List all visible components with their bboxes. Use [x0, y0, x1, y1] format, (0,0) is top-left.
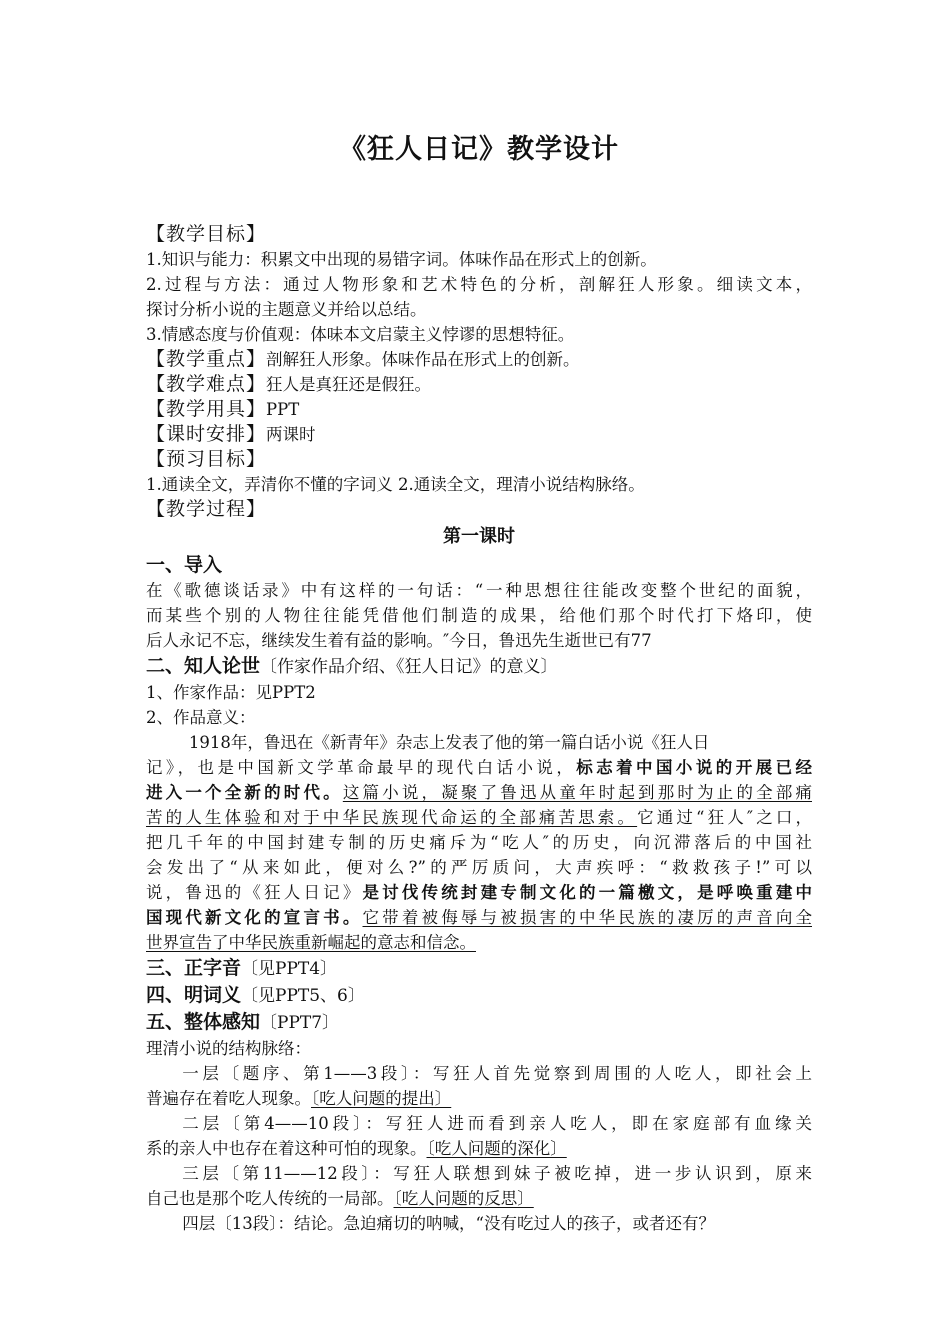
section-heading-text: 四、明词义	[146, 984, 242, 1006]
paragraph-line: 把几千年的中国封建专制的历史痛斥为“吃人″的历史，向沉滞落后的中国社	[146, 833, 812, 852]
section-heading-note: 〔PPT7〕	[260, 1013, 340, 1033]
paragraph-line: 会发出了“从来如此，便对么?”的严厉质问，大声疾呼：“救救孩子!”可以	[146, 858, 812, 877]
section-heading-note: 〔作家作品介绍、《狂人日记》的意义〕	[260, 657, 558, 677]
underlined-run: 〔吃人问题的提出〕	[311, 1089, 452, 1108]
difficulty	[146, 372, 812, 397]
section-heading-note: 〔见PPT4〕	[241, 959, 338, 979]
preview-text: 1.通读全文，弄清你不懂的字词义 2.通读全文，理清小说结构脉络。	[146, 475, 645, 494]
bold-run: 进入一个全新的时代。	[146, 783, 343, 802]
underlined-run: 它带着被侮辱与被损害的中华民族的凄厉的声音向全	[362, 908, 812, 927]
section-heading-overview	[146, 1009, 812, 1036]
paragraph-line: 四层〔13段〕：结论。急迫痛切的呐喊，“没有吃过人的孩子，或者还有？	[182, 1214, 715, 1233]
objective-line: 2.过程与方法：通过人物形象和艺术特色的分析，剖解狂人形象。细读文本，	[146, 275, 812, 294]
preview-label: 【预习目标】	[146, 448, 267, 470]
document-page	[146, 130, 812, 1236]
section-heading-text: 五、整体感知	[146, 1011, 261, 1033]
text-run: 普遍存在着吃人现象。	[146, 1089, 311, 1108]
underlined-run: 这篇小说，凝聚了鲁迅从童年时起到那时为止的全部痛	[342, 783, 812, 802]
underlined-run: 〔吃人问题的反思〕	[393, 1189, 534, 1208]
objective-line: 3.情感态度与价值观：体味本文启蒙主义悖谬的思想特征。	[146, 325, 575, 344]
section-heading-note: 〔见PPT5、6〕	[241, 986, 365, 1006]
difficulty-text: 狂人是真狂还是假狂。	[266, 375, 432, 394]
text-run: 说，鲁迅的《狂人日记》	[146, 883, 363, 902]
paragraph-line: 而某些个别的人物往往能凭借他们制造的成果，给他们那个时代打下烙印，使	[146, 606, 812, 625]
section-heading-pronunciation	[146, 955, 812, 982]
paragraph-line	[146, 780, 812, 805]
paragraph-line: 二层〔第4——10段〕：写狂人进而看到亲人吃人，即在家庭部有血缘关	[182, 1114, 812, 1133]
key-points	[146, 347, 812, 372]
schedule-text: 两课时	[266, 425, 316, 444]
process-label: 【教学过程】	[146, 498, 267, 520]
paragraph-line	[146, 905, 812, 930]
paragraph-line: 后人永记不忘，继续发生着有益的影响。″今日，鲁迅先生逝世已有77	[146, 631, 652, 650]
bold-run: 是讨伐传统封建专制文化的一篇檄文，是呼唤重建中	[362, 883, 812, 902]
bold-run: 国现代新文化的宣言书。	[146, 908, 363, 927]
text-run: 系的亲人中也存在着这种可怕的现象。	[146, 1139, 427, 1158]
lesson-heading: 第一课时	[443, 526, 515, 547]
section-heading-author	[146, 653, 812, 680]
paragraph-line	[146, 880, 812, 905]
list-item: 2、作品意义：	[146, 708, 256, 727]
paragraph-line: 理清小说的结构脉络：	[146, 1039, 311, 1058]
section-heading-intro: 一、导入	[146, 554, 223, 576]
paragraph-line	[146, 1186, 812, 1211]
underlined-run: 世界宣告了中华民族重新崛起的意志和信念。	[146, 933, 476, 952]
objectives-label: 【教学目标】	[146, 223, 267, 245]
document-title: 《狂人日记》教学设计	[339, 134, 619, 165]
paragraph-line	[146, 930, 812, 955]
difficulty-label: 【教学难点】	[146, 373, 267, 395]
text-run: 记》，也是中国新文学革命最早的现代白话小说，	[146, 758, 577, 777]
paragraph-line	[146, 1136, 812, 1161]
underlined-run: 苦的人生体验和对于中华民族现代命运的全部痛苦思索。	[146, 808, 638, 827]
paragraph-line: 1918年，鲁迅在《新青年》杂志上发表了他的第一篇白话小说《狂人日	[188, 733, 710, 752]
tools-text: PPT	[266, 400, 300, 419]
paragraph-line: 一层〔题序、第1——3段〕：写狂人首先觉察到周围的人吃人，即社会上	[182, 1064, 812, 1083]
text-run: 它通过“狂人″之口，	[637, 808, 812, 827]
schedule-label: 【课时安排】	[146, 423, 267, 445]
bold-run: 标志着中国小说的开展已经	[576, 758, 812, 777]
section-heading-text: 三、正字音	[146, 957, 242, 979]
paragraph-line: 在《歌德谈话录》中有这样的一句话：“一种思想往往能改变整个世纪的面貌，	[146, 581, 812, 600]
paragraph-line	[146, 805, 812, 830]
paragraph-line: 三层〔第11——12段〕：写狂人联想到妹子被吃掉，进一步认识到，原来	[182, 1164, 812, 1183]
underlined-run: 〔吃人问题的深化〕	[426, 1139, 567, 1158]
list-item: 1、作家作品：见PPT2	[146, 683, 316, 702]
schedule	[146, 422, 812, 447]
section-heading-text: 二、知人论世	[146, 655, 261, 677]
paragraph-line	[146, 755, 812, 780]
key-points-label: 【教学重点】	[146, 348, 267, 370]
tools	[146, 397, 812, 422]
objective-line: 探讨分析小说的主题意义并给以总结。	[146, 300, 427, 319]
text-run: 自己也是那个吃人传统的一局部。	[146, 1189, 394, 1208]
key-points-text: 剖解狂人形象。体味作品在形式上的创新。	[266, 350, 580, 369]
objective-line: 1.知识与能力：积累文中出现的易错字词。体味作品在形式上的创新。	[146, 250, 657, 269]
tools-label: 【教学用具】	[146, 398, 267, 420]
section-heading-vocabulary	[146, 982, 812, 1009]
paragraph-line	[146, 1086, 812, 1111]
